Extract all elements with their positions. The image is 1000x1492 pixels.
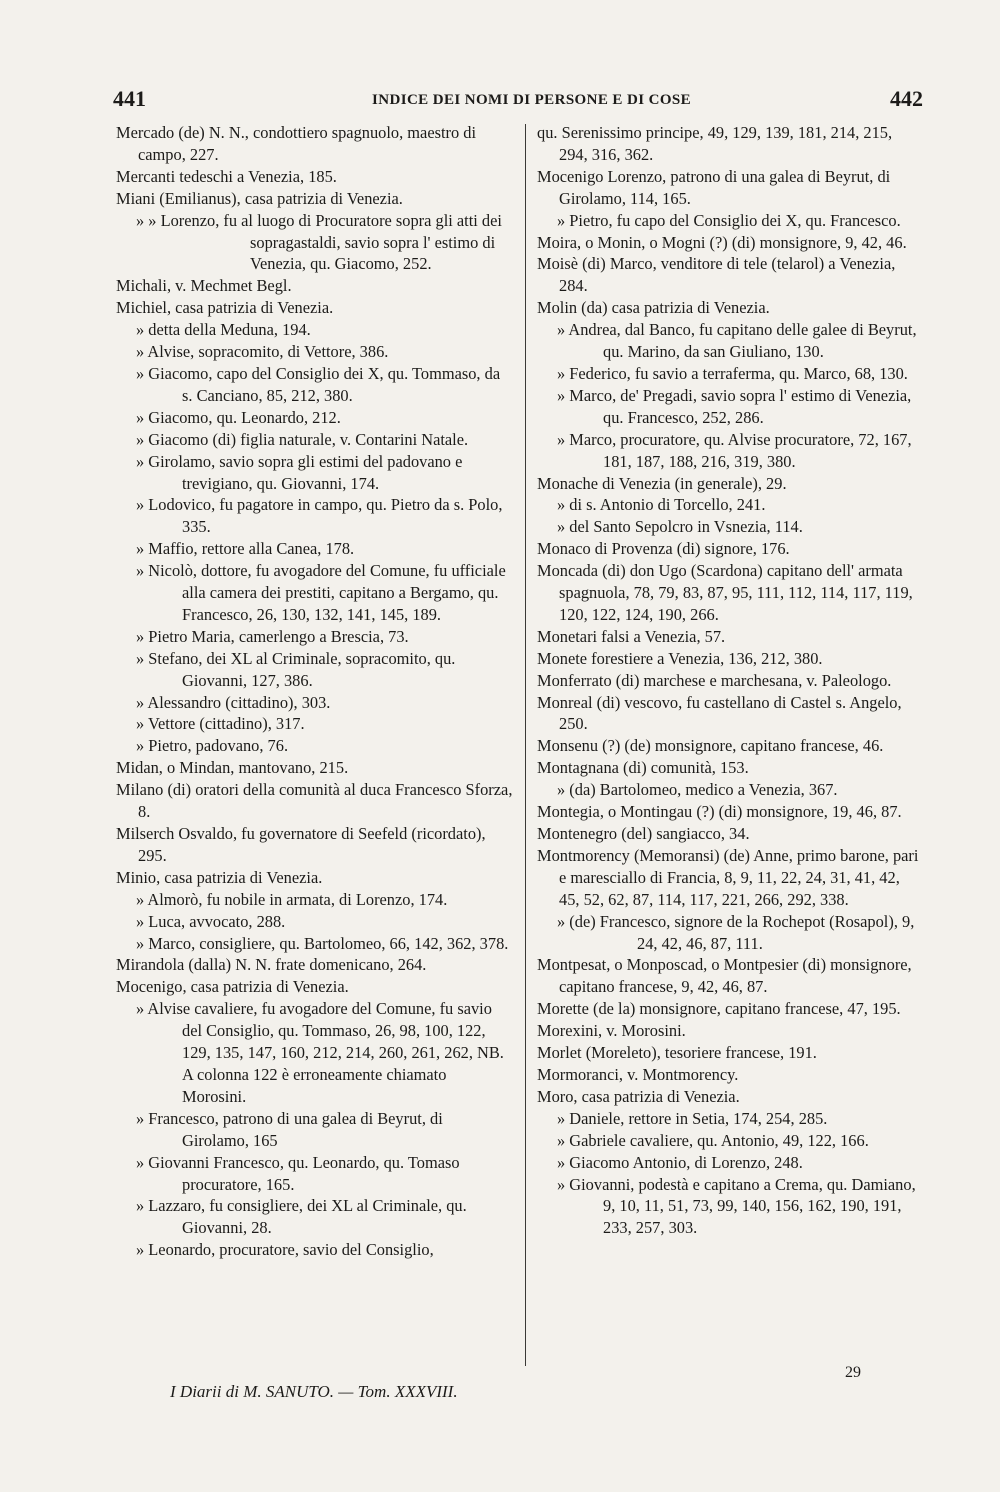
- index-entry: Mirandola (dalla) N. N. frate domenicano, 264.: [116, 955, 427, 975]
- index-entry: » Lazzaro, fu consigliere, dei XL al Criminale, qu. Giovanni, 28.: [136, 1196, 467, 1238]
- index-entry: » (da) Bartolomeo, medico a Venezia, 367.: [557, 780, 838, 800]
- index-entry: » Lodovico, fu pagatore in campo, qu. Pietro da s. Polo, 335.: [136, 495, 503, 537]
- index-entry: » Maffio, rettore alla Canea, 178.: [136, 539, 355, 559]
- index-entry: Mercado (de) N. N., condottiero spagnuolo, maestro di campo, 227.: [116, 123, 477, 164]
- index-entry: » » Lorenzo, fu al luogo di Procuratore sopra gli atti dei sopragastaldi, savio sopra l' estimo di Venezia, qu. Giacomo, 252.: [136, 210, 502, 274]
- index-entry: » (de) Francesco, signore de la Rochepot (Rosapol), 9, 24, 42, 46, 87, 111.: [557, 911, 915, 953]
- index-entry: » Alvise cavaliere, fu avogadore del Comune, fu savio del Consiglio, qu. Tommaso, 26, 98, 100, 122, 129, 135, 147, 160, 212, 214, 260, 261, 262, NB. A colonna 122 è erroneamente chiamato Morosini.: [136, 999, 504, 1106]
- index-entry: » Nicolò, dottore, fu avogadore del Comune, fu ufficiale alla camera dei prestiti, capitano a Bergamo, qu. Francesco, 26, 130, 132, 141, 145, 189.: [136, 561, 506, 624]
- index-entry: Midan, o Mindan, mantovano, 215.: [116, 758, 349, 778]
- index-entry: Moro, casa patrizia di Venezia.: [537, 1086, 740, 1106]
- index-entry: Montmorency (Memoransi) (de) Anne, primo barone, pari e maresciallo di Francia, 8, 9, 11, 22, 24, 31, 41, 42, 45, 52, 62, 87, 114, 117, 221, 266, 292, 338.: [537, 845, 919, 909]
- index-entry: » Giovanni, podestà e capitano a Crema, qu. Damiano, 9, 10, 11, 51, 73, 99, 140, 156, 162, 190, 191, 233, 257, 303.: [557, 1174, 916, 1238]
- index-entry: Monaco di Provenza (di) signore, 176.: [537, 539, 790, 559]
- index-entry: » Giacomo, capo del Consiglio dei X, qu. Tommaso, da s. Canciano, 85, 212, 380.: [136, 363, 501, 405]
- index-entry: » Marco, consigliere, qu. Bartolomeo, 66, 142, 362, 378.: [136, 933, 509, 953]
- running-header: [0, 86, 1000, 116]
- index-entry: Montenegro (del) sangiacco, 34.: [537, 824, 750, 843]
- index-entry: Milano (di) oratori della comunità al duca Francesco Sforza, 8.: [116, 780, 513, 822]
- signature-number: 29: [845, 1364, 861, 1381]
- index-entry: » Leonardo, procuratore, savio del Consiglio,: [136, 1240, 434, 1260]
- index-entry: » Pietro Maria, camerlengo a Brescia, 73.: [136, 626, 409, 646]
- page-number-left: 441: [113, 86, 146, 111]
- index-entry: Montegia, o Montingau (?) (di) monsignore, 19, 46, 87.: [537, 802, 902, 822]
- index-entry: Monferrato (di) marchese e marchesana, v. Paleologo.: [537, 670, 892, 690]
- index-entry: » Marco, procuratore, qu. Alvise procuratore, 72, 167, 181, 187, 188, 216, 319, 380.: [557, 429, 912, 471]
- index-entry: » Giacomo, qu. Leonardo, 212.: [136, 407, 341, 427]
- index-entry: » Francesco, patrono di una galea di Beyrut, di Girolamo, 165: [136, 1108, 443, 1150]
- index-entry: Monete forestiere a Venezia, 136, 212, 380.: [537, 648, 823, 668]
- index-entry: Morexini, v. Morosini.: [537, 1021, 686, 1041]
- index-entry: Morette (de la) monsignore, capitano francese, 47, 195.: [537, 999, 901, 1019]
- index-entry: Mocenigo Lorenzo, patrono di una galea di Beyrut, di Girolamo, 114, 165.: [537, 166, 891, 208]
- index-entry: » Almorò, fu nobile in armata, di Lorenzo, 174.: [136, 889, 448, 909]
- index-entry: » Stefano, dei XL al Criminale, sopracomito, qu. Giovanni, 127, 386.: [136, 648, 456, 690]
- index-entry: » Gabriele cavaliere, qu. Antonio, 49, 122, 166.: [557, 1130, 869, 1150]
- index-entry: » Pietro, fu capo del Consiglio dei X, qu. Francesco.: [557, 210, 901, 230]
- index-entry: » Alvise, sopracomito, di Vettore, 386.: [136, 342, 389, 362]
- index-entry: » Federico, fu savio a terraferma, qu. Marco, 68, 130.: [557, 363, 908, 383]
- index-entry: Michali, v. Mechmet Begl.: [116, 276, 292, 296]
- index-entry: » Andrea, dal Banco, fu capitano delle galee di Beyrut, qu. Marino, da san Giuliano, 130.: [557, 320, 917, 362]
- index-entry: Monetari falsi a Venezia, 57.: [537, 626, 726, 646]
- index-entry: Milserch Osvaldo, fu governatore di Seefeld (ricordato), 295.: [116, 824, 486, 865]
- index-entry: Mercanti tedeschi a Venezia, 185.: [116, 166, 337, 186]
- index-entry: » Daniele, rettore in Setia, 174, 254, 285.: [557, 1108, 828, 1128]
- index-entry: Montagnana (di) comunità, 153.: [537, 758, 749, 778]
- index-entry: » Giacomo Antonio, di Lorenzo, 248.: [557, 1152, 803, 1172]
- index-entry: Michiel, casa patrizia di Venezia.: [116, 298, 334, 318]
- index-entry: Miani (Emilianus), casa patrizia di Venezia.: [116, 188, 403, 208]
- index-entry: » Giacomo (di) figlia naturale, v. Contarini Natale.: [136, 429, 469, 449]
- index-entry: » Giovanni Francesco, qu. Leonardo, qu. Tomaso procuratore, 165.: [136, 1152, 460, 1194]
- index-entry: Molin (da) casa patrizia di Venezia.: [537, 298, 770, 318]
- index-entry: » Vettore (cittadino), 317.: [136, 714, 305, 734]
- index-entry: » detta della Meduna, 194.: [136, 320, 311, 340]
- index-entry: Mormoranci, v. Montmorency.: [537, 1064, 739, 1084]
- index-entry: Monsenu (?) (de) monsignore, capitano francese, 46.: [537, 736, 884, 756]
- index-entry: Montpesat, o Monposcad, o Montpesier (di) monsignore, capitano francese, 9, 42, 46, 87.: [537, 955, 912, 997]
- index-entry: Mocenigo, casa patrizia di Venezia.: [116, 977, 349, 997]
- index-entry: qu. Serenissimo principe, 49, 129, 139, 181, 214, 215, 294, 316, 362.: [537, 123, 893, 164]
- index-entry: Moisè (di) Marco, venditore di tele (telarol) a Venezia, 284.: [537, 254, 896, 296]
- footer-signature: I Diarii di M. SANUTO. — Tom. XXXVIII.: [170, 1382, 458, 1401]
- column-divider: [525, 124, 526, 1366]
- index-entry: » Luca, avvocato, 288.: [136, 911, 286, 931]
- index-entry: » del Santo Sepolcro in Vsnezia, 114.: [557, 517, 803, 537]
- index-entry: Monreal (di) vescovo, fu castellano di Castel s. Angelo, 250.: [537, 692, 902, 734]
- index-entry: » Alessandro (cittadino), 303.: [136, 692, 331, 712]
- index-column-left: [116, 122, 513, 1261]
- index-entry: » Pietro, padovano, 76.: [136, 736, 289, 756]
- index-entry: » Girolamo, savio sopra gli estimi del padovano e trevigiano, qu. Giovanni, 174.: [136, 451, 463, 493]
- index-entry: Monache di Venezia (in generale), 29.: [537, 473, 787, 493]
- index-entry: » Marco, de' Pregadi, savio sopra l' estimo di Venezia, qu. Francesco, 252, 286.: [557, 385, 912, 427]
- index-entry: » di s. Antonio di Torcello, 241.: [557, 495, 766, 515]
- index-column-right: [537, 122, 920, 1239]
- index-entry: Morlet (Moreleto), tesoriere francese, 191.: [537, 1043, 817, 1063]
- index-entry: Moira, o Monin, o Mogni (?) (di) monsignore, 9, 42, 46.: [537, 232, 907, 252]
- running-title: INDICE DEI NOMI DI PERSONE E DI COSE: [372, 92, 692, 108]
- page-number-right: 442: [890, 86, 923, 111]
- index-entry: Moncada (di) don Ugo (Scardona) capitano dell' armata spagnuola, 78, 79, 83, 87, 95, 111, 112, 114, 117, 119, 120, 122, 124, 190, 266.: [537, 561, 913, 624]
- index-entry: Minio, casa patrizia di Venezia.: [116, 867, 323, 887]
